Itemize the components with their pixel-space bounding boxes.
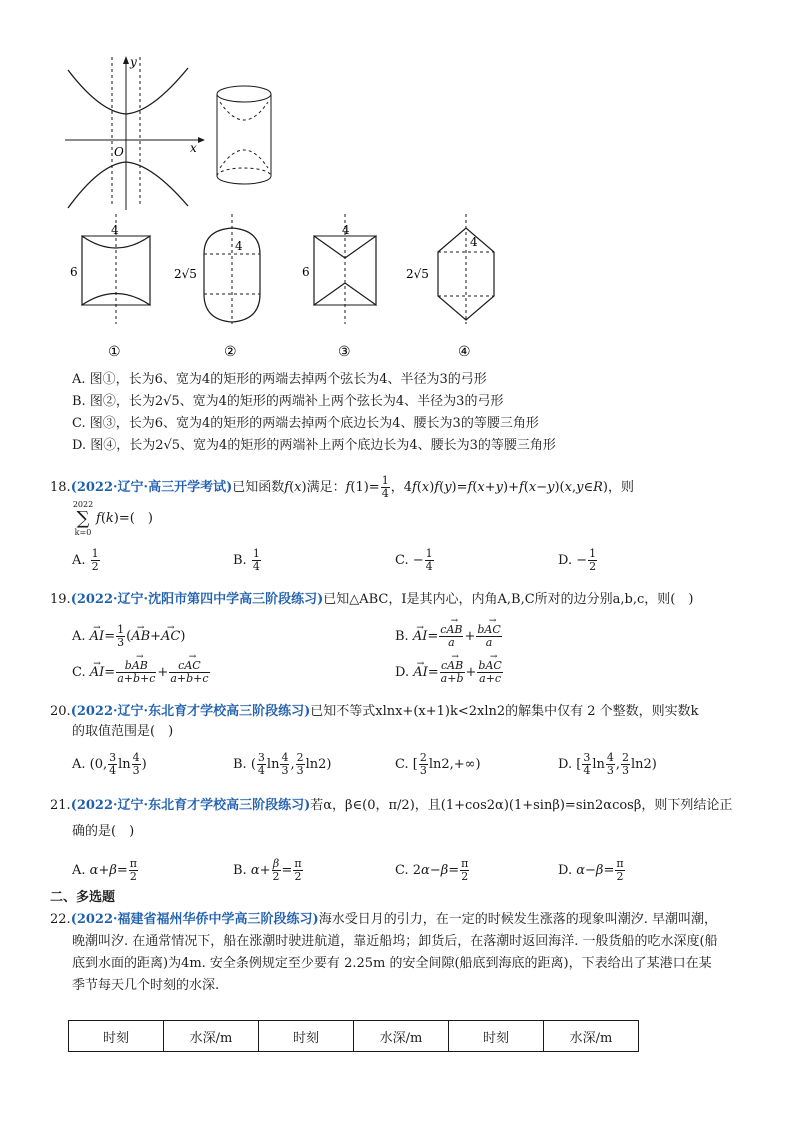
q18-stem: 18.(2022·辽宁·高三开学考试)已知函数f(x)满足：f(1)= $\frac{1}{4}$ ，4f(x)f(y)=f(x+y)+f(x−y)(x,y∈R)，则: [50, 474, 634, 500]
q21-stem: [50, 796, 732, 816]
table-header-cell: 时刻: [69, 1021, 164, 1052]
q21-option-b: B. α+ $\frac{\beta}{2}$ = $\frac{\pi}{2}$: [233, 857, 302, 883]
q18-tail: =( ): [118, 511, 153, 526]
fig4-top-label: 4: [470, 235, 478, 249]
q19-stem: [50, 590, 693, 610]
q22-line-3: 底到水面的距离)为4m. 安全条例规定至少要有 2.25m 的安全间隙(船底到海底的距离)，下表给出了某港口在某: [72, 956, 712, 971]
q18-stem-c: ，则: [607, 480, 634, 495]
q18-sum-bottom: k=0: [74, 528, 92, 537]
fig2-side-label: 2√5: [174, 267, 197, 281]
fig3-side-label: 6: [302, 265, 310, 279]
q18-sum: 2022 ∑ k=0: [72, 500, 94, 537]
tide-table: [68, 1020, 639, 1052]
q19-number: 19.: [50, 592, 71, 607]
section-figure-1: [60, 212, 160, 367]
fig2-label: ②: [224, 344, 237, 360]
q20-source: (2022·辽宁·东北育才学校高三阶段练习): [70, 704, 311, 719]
q20-number: 20.: [50, 704, 71, 719]
q21-source: (2022·辽宁·东北育才学校高三阶段练习): [70, 798, 311, 813]
q18-number: 18.: [50, 480, 71, 495]
q19-option-a: A. → AI= $\frac{1}{3}$ (→ AB+→ AC): [72, 624, 185, 649]
q22-line-4: 季节每天几个时刻的水深.: [72, 978, 220, 993]
q21-option-c: C. 2α−β= $\frac{\pi}{2}$: [395, 857, 469, 883]
q21-option-a: A. α+β= $\frac{\pi}{2}$: [72, 857, 138, 883]
q17-option-a: A. 图①，长为6、宽为4的矩形的两端去掉两个弦长为4、半径为3的弓形: [72, 372, 487, 387]
q22-line-1: 海水受日月的引力，在一定的时候发生涨落的现象叫潮汐. 早潮叫潮，: [318, 912, 717, 927]
q18-option-d: D. − $\frac{1}{2}$: [558, 547, 597, 573]
q18-sum-expr: f(k)=( ): [96, 511, 153, 526]
q20-option-a: A. (0, $\frac{3}{4}$ ln $\frac{4}{3}$ ): [72, 751, 147, 777]
q20-option-b: B. ( $\frac{3}{4}$ ln $\frac{4}{3}$ , $\frac{2}{3}$ ln2): [233, 751, 332, 777]
table-header-cell: 水深/m: [354, 1021, 449, 1052]
fig4-label: ④: [458, 344, 471, 360]
hyperbola-figure: [60, 52, 210, 212]
fig1-top-label: 4: [111, 223, 119, 237]
q17-option-c: C. 图③，长为6、宽为4的矩形的两端去掉两个底边长为4、腰长为3的等腰三角形: [72, 416, 539, 431]
table-header-cell: 时刻: [449, 1021, 544, 1052]
q19-option-d: D. → AI= $\frac{c\to AB}{a+b}$ + $\frac{b\to AC}{a+c}$: [395, 660, 504, 685]
q18-sum-top: 2022: [72, 500, 94, 509]
section-figure-3: [296, 212, 396, 367]
q18-option-a: A. $\frac{1}{2}$: [72, 547, 99, 573]
y-axis-label: y: [130, 55, 137, 69]
q18-source: (2022·辽宁·高三开学考试): [70, 480, 233, 495]
fig2-top-label: 4: [235, 239, 243, 253]
x-axis-label: x: [190, 141, 197, 155]
q20-stem-2: 的取值范围是( ): [72, 724, 174, 739]
q20-option-d: D. [ $\frac{3}{4}$ ln $\frac{4}{3}$ , $\frac{2}{3}$ ln2): [558, 751, 657, 777]
q19-source: (2022·辽宁·沈阳市第四中学高三阶段练习): [70, 592, 324, 607]
q22-line-2: 晚潮叫汐. 在通常情况下，船在涨潮时驶进航道，靠近船坞；卸货后，在落潮时返回海洋. 一般货船的吃水深度(船: [72, 934, 718, 949]
q22-source: (2022·福建省福州华侨中学高三阶段练习): [70, 912, 319, 927]
q22-stem: [50, 910, 717, 930]
origin-label: O: [114, 145, 124, 159]
q18-stem-b: 满足：: [306, 480, 346, 495]
q21-number: 21.: [50, 798, 71, 813]
table-header-cell: 时刻: [259, 1021, 354, 1052]
fig3-top-label: 4: [342, 223, 350, 237]
q18-stem-a: 已知函数: [232, 480, 285, 495]
q21-stem-text: 若α，β∈(0，π/2)，且(1+cos2α)(1+sinβ)=sin2αcosβ，则下列结论正: [310, 798, 733, 813]
q17-option-d: D. 图④，长为2√5、宽为4的矩形的两端补上两个底边长为4、腰长为3的等腰三角形: [72, 438, 556, 453]
cylinder-figure: [210, 80, 280, 192]
table-header-cell: 水深/m: [544, 1021, 639, 1052]
section-figure-4: [404, 212, 514, 367]
fig3-label: ③: [338, 344, 351, 360]
q17-option-b: B. 图②，长为2√5、宽为4的矩形的两端补上两个弦长为4、半径为3的弓形: [72, 394, 504, 409]
q20-stem-text: 已知不等式xlnx+(x+1)k<2xln2的解集中仅有 2 个整数，则实数k: [310, 704, 699, 719]
q19-option-b: B. → AI= $\frac{c\to AB}{a}$ + $\frac{b\to AC}{a}$: [395, 624, 503, 649]
q20-option-c: C. [ $\frac{2}{3}$ ln2,+∞): [395, 751, 481, 777]
section-title-multiple-choice: 二、多选题: [50, 890, 116, 905]
q18-option-b: B. $\frac{1}{4}$: [233, 547, 260, 573]
table-header-cell: 水深/m: [164, 1021, 259, 1052]
fig1-side-label: 6: [70, 265, 78, 279]
fig1-label: ①: [108, 344, 121, 360]
table-header-row: [69, 1021, 639, 1052]
q19-stem-text: 已知△ABC，I是其内心，内角A,B,C所对的边分别a,b,c，则( ): [323, 592, 694, 607]
q20-stem: [50, 702, 699, 722]
fig4-side-label: 2√5: [406, 267, 429, 281]
q18-option-c: C. − $\frac{1}{4}$: [395, 547, 433, 573]
q22-number: 22.: [50, 912, 71, 927]
q19-option-c: C. → AI= $\frac{b\to AB}{a+b+c}$ + $\frac{c\to AC}{a+b+c}$: [72, 660, 211, 685]
section-figure-2: [172, 212, 282, 367]
q21-stem-2: 确的是( ): [72, 824, 135, 839]
q21-option-d: D. α−β= $\frac{\pi}{2}$: [558, 857, 624, 883]
